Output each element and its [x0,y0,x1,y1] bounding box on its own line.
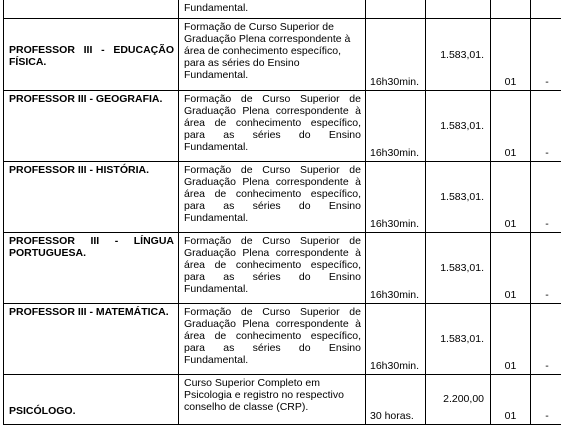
cargo-cell: PROFESSOR III - EDUCAÇÃO FÍSICA. [4,19,179,91]
vagas-cell: 01 [491,91,531,162]
carga-cell: 16h30min. [366,233,426,304]
cargo-cell: PSICÓLOGO. [4,375,179,425]
vencimento-cell: 1.583,01. [426,233,491,304]
vagas-cell: 01 [491,375,531,425]
vagas-cell [491,0,531,19]
extra-cell: - [531,304,561,375]
table-row [4,91,561,162]
cargo-cell: PROFESSOR III - LÍNGUA PORTUGUESA. [4,233,179,304]
extra-cell: - [531,19,561,91]
carga-cell: 16h30min. [366,91,426,162]
positions-table-wrapper [3,0,561,425]
vagas-cell: 01 [491,19,531,91]
positions-table [3,0,561,425]
cargo-cell: PROFESSOR III - GEOGRAFIA. [4,91,179,162]
table-row [4,375,561,425]
table-row [4,0,561,19]
vencimento-cell [426,0,491,19]
carga-cell [366,0,426,19]
extra-cell: - [531,91,561,162]
requisito-cell: Formação de Curso Superior de Graduação Plena correspondente à área de conhecimento específico, para as séries do Ensino Fundamental. [179,91,366,162]
requisito-cell: Formação de Curso Superior de Graduação Plena correspondente à área de conhecimento específico, para as séries do Ensino Fundamental. [179,304,366,375]
table-row [4,162,561,233]
carga-cell: 16h30min. [366,162,426,233]
vagas-cell: 01 [491,162,531,233]
requisito-cell: Curso Superior Completo em Psicologia e registro no respectivo conselho de classe (CRP). [179,375,366,425]
vencimento-cell: 1.583,01. [426,162,491,233]
extra-cell [531,0,561,19]
vagas-cell: 01 [491,304,531,375]
table-row [4,233,561,304]
table-row [4,19,561,91]
requisito-cell: Formação de Curso Superior de Graduação Plena correspondente à área de conhecimento específico, para as séries do Ensino Fundamental. [179,233,366,304]
carga-cell: 30 horas. [366,375,426,425]
extra-cell: - [531,375,561,425]
cargo-cell [4,0,179,19]
vagas-cell: 01 [491,233,531,304]
extra-cell: - [531,233,561,304]
carga-cell: 16h30min. [366,304,426,375]
vencimento-cell: 1.583,01. [426,304,491,375]
extra-cell: - [531,162,561,233]
requisito-cell: Fundamental. [179,0,366,19]
carga-cell: 16h30min. [366,19,426,91]
requisito-cell: Formação de Curso Superior de Graduação Plena correspondente à área de conhecimento específico, para as séries do Ensino Fundamental. [179,19,366,91]
table-row [4,304,561,375]
vencimento-cell: 2.200,00 [426,375,491,425]
cargo-cell: PROFESSOR III - MATEMÁTICA. [4,304,179,375]
cargo-cell: PROFESSOR III - HISTÓRIA. [4,162,179,233]
requisito-cell: Formação de Curso Superior de Graduação Plena correspondente à área de conhecimento específico, para as séries do Ensino Fundamental. [179,162,366,233]
vencimento-cell: 1.583,01. [426,91,491,162]
vencimento-cell: 1.583,01. [426,19,491,91]
